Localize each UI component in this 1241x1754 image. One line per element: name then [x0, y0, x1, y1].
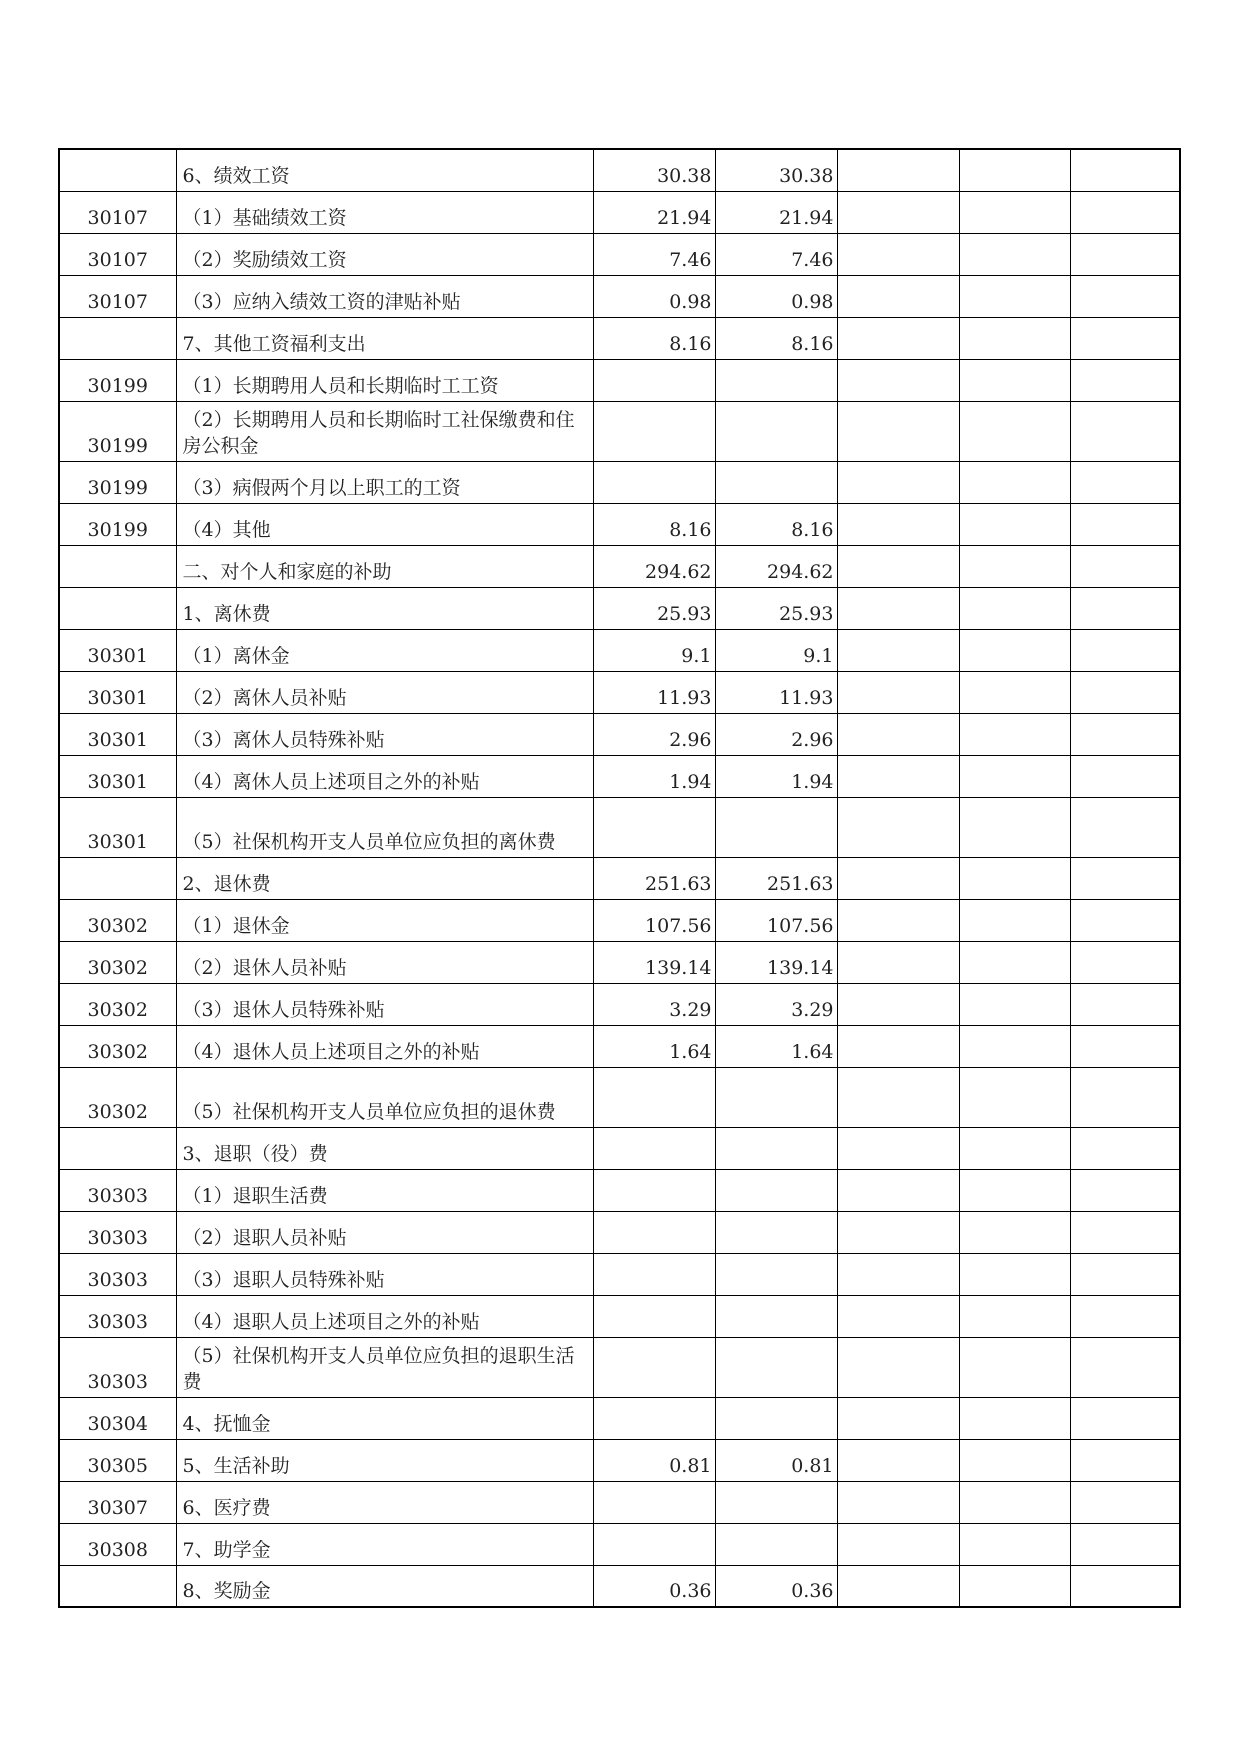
row-value-2-cell — [715, 359, 837, 401]
row-code-cell: 30199 — [59, 503, 176, 545]
row-empty-cell-3 — [837, 545, 959, 587]
row-value-1-cell — [593, 1253, 715, 1295]
row-value-1-cell: 1.94 — [593, 755, 715, 797]
table-row — [59, 1253, 1180, 1295]
row-empty-cell-3 — [837, 797, 959, 857]
row-value-1-cell: 0.98 — [593, 275, 715, 317]
table-row — [59, 1025, 1180, 1067]
row-value-2-cell: 107.56 — [715, 899, 837, 941]
row-empty-cell-4 — [959, 1253, 1070, 1295]
row-empty-cell-3 — [837, 587, 959, 629]
row-value-2-cell: 30.38 — [715, 149, 837, 191]
row-code-cell: 30301 — [59, 671, 176, 713]
row-value-2-cell — [715, 797, 837, 857]
row-value-2-cell — [715, 1481, 837, 1523]
row-name-cell: （3）退休人员特殊补贴 — [176, 983, 593, 1025]
row-value-2-cell: 294.62 — [715, 545, 837, 587]
row-empty-cell-4 — [959, 671, 1070, 713]
row-empty-cell-3 — [837, 713, 959, 755]
row-empty-cell-4 — [959, 1169, 1070, 1211]
row-empty-cell-5 — [1070, 941, 1180, 983]
row-name-cell: （5）社保机构开支人员单位应负担的退休费 — [176, 1067, 593, 1127]
row-name-cell: （3）应纳入绩效工资的津贴补贴 — [176, 275, 593, 317]
row-name-cell: （4）其他 — [176, 503, 593, 545]
row-code-cell: 30107 — [59, 233, 176, 275]
row-code-cell — [59, 1565, 176, 1607]
row-empty-cell-3 — [837, 1067, 959, 1127]
row-empty-cell-5 — [1070, 755, 1180, 797]
budget-table — [58, 148, 1181, 1608]
row-code-cell: 30303 — [59, 1295, 176, 1337]
row-name-cell: 6、绩效工资 — [176, 149, 593, 191]
row-name-cell: 6、医疗费 — [176, 1481, 593, 1523]
row-empty-cell-4 — [959, 983, 1070, 1025]
row-code-cell: 30107 — [59, 275, 176, 317]
row-value-2-cell: 1.64 — [715, 1025, 837, 1067]
row-name-cell: （5）社保机构开支人员单位应负担的离休费 — [176, 797, 593, 857]
row-value-1-cell: 9.1 — [593, 629, 715, 671]
table-body — [59, 149, 1180, 1607]
row-value-1-cell — [593, 359, 715, 401]
row-value-2-cell — [715, 1397, 837, 1439]
row-empty-cell-5 — [1070, 629, 1180, 671]
row-empty-cell-5 — [1070, 671, 1180, 713]
row-code-cell: 30303 — [59, 1253, 176, 1295]
row-value-2-cell: 2.96 — [715, 713, 837, 755]
row-code-cell: 30303 — [59, 1211, 176, 1253]
row-name-cell: （1）长期聘用人员和长期临时工工资 — [176, 359, 593, 401]
row-value-2-cell: 9.1 — [715, 629, 837, 671]
row-code-cell: 30199 — [59, 359, 176, 401]
row-value-2-cell: 1.94 — [715, 755, 837, 797]
row-empty-cell-5 — [1070, 1523, 1180, 1565]
row-value-2-cell — [715, 1127, 837, 1169]
row-empty-cell-4 — [959, 317, 1070, 359]
row-name-cell: （2）离休人员补贴 — [176, 671, 593, 713]
row-value-1-cell: 11.93 — [593, 671, 715, 713]
row-name-cell: 7、其他工资福利支出 — [176, 317, 593, 359]
row-value-1-cell: 294.62 — [593, 545, 715, 587]
row-value-1-cell: 3.29 — [593, 983, 715, 1025]
row-empty-cell-5 — [1070, 1295, 1180, 1337]
row-empty-cell-3 — [837, 401, 959, 461]
row-empty-cell-3 — [837, 1295, 959, 1337]
row-name-cell: （4）离休人员上述项目之外的补贴 — [176, 755, 593, 797]
row-name-cell: （2）退职人员补贴 — [176, 1211, 593, 1253]
row-empty-cell-5 — [1070, 1169, 1180, 1211]
row-empty-cell-4 — [959, 941, 1070, 983]
row-empty-cell-5 — [1070, 275, 1180, 317]
row-value-1-cell — [593, 1481, 715, 1523]
row-empty-cell-3 — [837, 1337, 959, 1397]
row-empty-cell-3 — [837, 275, 959, 317]
row-empty-cell-4 — [959, 713, 1070, 755]
row-empty-cell-5 — [1070, 149, 1180, 191]
row-empty-cell-4 — [959, 191, 1070, 233]
row-empty-cell-3 — [837, 233, 959, 275]
row-empty-cell-5 — [1070, 503, 1180, 545]
table-row — [59, 233, 1180, 275]
row-code-cell: 30199 — [59, 401, 176, 461]
row-empty-cell-5 — [1070, 899, 1180, 941]
row-empty-cell-5 — [1070, 1067, 1180, 1127]
table-row — [59, 1169, 1180, 1211]
row-empty-cell-3 — [837, 1439, 959, 1481]
row-empty-cell-3 — [837, 899, 959, 941]
row-value-2-cell: 0.98 — [715, 275, 837, 317]
table-row — [59, 941, 1180, 983]
table-row — [59, 359, 1180, 401]
row-name-cell: 5、生活补助 — [176, 1439, 593, 1481]
table-row — [59, 1481, 1180, 1523]
row-value-1-cell — [593, 1211, 715, 1253]
row-empty-cell-4 — [959, 1025, 1070, 1067]
row-empty-cell-3 — [837, 503, 959, 545]
row-value-1-cell: 21.94 — [593, 191, 715, 233]
table-row — [59, 545, 1180, 587]
row-value-1-cell — [593, 1127, 715, 1169]
row-empty-cell-3 — [837, 1253, 959, 1295]
row-empty-cell-4 — [959, 1337, 1070, 1397]
table-row — [59, 191, 1180, 233]
row-name-cell: 4、抚恤金 — [176, 1397, 593, 1439]
row-name-cell: 8、奖励金 — [176, 1565, 593, 1607]
row-empty-cell-4 — [959, 503, 1070, 545]
row-value-1-cell — [593, 1169, 715, 1211]
table-row — [59, 317, 1180, 359]
row-empty-cell-4 — [959, 545, 1070, 587]
row-empty-cell-4 — [959, 1565, 1070, 1607]
row-value-2-cell: 8.16 — [715, 503, 837, 545]
row-empty-cell-4 — [959, 755, 1070, 797]
row-code-cell: 30301 — [59, 713, 176, 755]
row-empty-cell-4 — [959, 1067, 1070, 1127]
row-empty-cell-4 — [959, 1481, 1070, 1523]
row-empty-cell-4 — [959, 797, 1070, 857]
row-empty-cell-3 — [837, 191, 959, 233]
table-row — [59, 857, 1180, 899]
table-row — [59, 755, 1180, 797]
row-name-cell: 3、退职（役）费 — [176, 1127, 593, 1169]
row-empty-cell-5 — [1070, 1127, 1180, 1169]
row-value-2-cell: 0.81 — [715, 1439, 837, 1481]
row-value-2-cell: 11.93 — [715, 671, 837, 713]
row-value-2-cell: 3.29 — [715, 983, 837, 1025]
row-value-1-cell: 251.63 — [593, 857, 715, 899]
row-value-2-cell: 7.46 — [715, 233, 837, 275]
table-row — [59, 401, 1180, 461]
row-empty-cell-5 — [1070, 317, 1180, 359]
row-empty-cell-4 — [959, 1211, 1070, 1253]
row-empty-cell-3 — [837, 359, 959, 401]
row-empty-cell-3 — [837, 1523, 959, 1565]
row-name-cell: （3）离休人员特殊补贴 — [176, 713, 593, 755]
row-value-1-cell: 2.96 — [593, 713, 715, 755]
table-row — [59, 1439, 1180, 1481]
row-name-cell: 7、助学金 — [176, 1523, 593, 1565]
row-code-cell — [59, 587, 176, 629]
row-empty-cell-5 — [1070, 797, 1180, 857]
row-name-cell: 二、对个人和家庭的补助 — [176, 545, 593, 587]
row-code-cell — [59, 1127, 176, 1169]
row-value-2-cell: 139.14 — [715, 941, 837, 983]
row-value-2-cell: 251.63 — [715, 857, 837, 899]
row-empty-cell-5 — [1070, 1253, 1180, 1295]
row-name-cell: （2）长期聘用人员和长期临时工社保缴费和住房公积金 — [176, 401, 593, 461]
row-code-cell: 30303 — [59, 1169, 176, 1211]
table-row — [59, 149, 1180, 191]
row-empty-cell-5 — [1070, 545, 1180, 587]
row-value-1-cell — [593, 1067, 715, 1127]
row-empty-cell-5 — [1070, 1397, 1180, 1439]
row-value-1-cell: 107.56 — [593, 899, 715, 941]
row-value-1-cell — [593, 797, 715, 857]
row-name-cell: 2、退休费 — [176, 857, 593, 899]
row-empty-cell-4 — [959, 1397, 1070, 1439]
row-empty-cell-4 — [959, 1439, 1070, 1481]
row-value-1-cell: 7.46 — [593, 233, 715, 275]
table-row — [59, 1211, 1180, 1253]
row-code-cell — [59, 545, 176, 587]
row-empty-cell-5 — [1070, 233, 1180, 275]
table-row — [59, 713, 1180, 755]
row-value-1-cell — [593, 461, 715, 503]
row-name-cell: （3）退职人员特殊补贴 — [176, 1253, 593, 1295]
row-empty-cell-4 — [959, 233, 1070, 275]
row-empty-cell-4 — [959, 1127, 1070, 1169]
row-empty-cell-5 — [1070, 1211, 1180, 1253]
row-code-cell: 30307 — [59, 1481, 176, 1523]
row-empty-cell-3 — [837, 1565, 959, 1607]
table-row — [59, 587, 1180, 629]
row-empty-cell-3 — [837, 941, 959, 983]
table-row — [59, 503, 1180, 545]
row-code-cell — [59, 857, 176, 899]
row-code-cell — [59, 149, 176, 191]
row-empty-cell-4 — [959, 275, 1070, 317]
row-empty-cell-5 — [1070, 713, 1180, 755]
row-empty-cell-4 — [959, 629, 1070, 671]
row-name-cell: （4）退休人员上述项目之外的补贴 — [176, 1025, 593, 1067]
row-code-cell: 30302 — [59, 1025, 176, 1067]
row-empty-cell-5 — [1070, 857, 1180, 899]
row-value-1-cell: 8.16 — [593, 503, 715, 545]
row-value-2-cell — [715, 401, 837, 461]
row-code-cell: 30301 — [59, 755, 176, 797]
table-row — [59, 671, 1180, 713]
row-empty-cell-3 — [837, 857, 959, 899]
row-empty-cell-4 — [959, 461, 1070, 503]
row-empty-cell-3 — [837, 1025, 959, 1067]
row-name-cell: （1）离休金 — [176, 629, 593, 671]
row-empty-cell-5 — [1070, 587, 1180, 629]
row-code-cell: 30302 — [59, 941, 176, 983]
row-code-cell: 30301 — [59, 797, 176, 857]
row-empty-cell-3 — [837, 755, 959, 797]
row-value-2-cell — [715, 1169, 837, 1211]
row-empty-cell-3 — [837, 461, 959, 503]
row-value-1-cell: 139.14 — [593, 941, 715, 983]
row-empty-cell-4 — [959, 899, 1070, 941]
row-value-2-cell — [715, 1253, 837, 1295]
row-empty-cell-3 — [837, 1397, 959, 1439]
row-value-2-cell: 25.93 — [715, 587, 837, 629]
row-name-cell: （5）社保机构开支人员单位应负担的退职生活费 — [176, 1337, 593, 1397]
row-value-1-cell — [593, 1397, 715, 1439]
row-empty-cell-5 — [1070, 461, 1180, 503]
row-value-2-cell — [715, 1295, 837, 1337]
row-code-cell: 30302 — [59, 899, 176, 941]
table-row — [59, 1523, 1180, 1565]
row-value-2-cell: 8.16 — [715, 317, 837, 359]
row-empty-cell-3 — [837, 983, 959, 1025]
row-empty-cell-4 — [959, 359, 1070, 401]
row-value-1-cell: 30.38 — [593, 149, 715, 191]
row-empty-cell-5 — [1070, 1565, 1180, 1607]
row-empty-cell-5 — [1070, 983, 1180, 1025]
row-name-cell: （4）退职人员上述项目之外的补贴 — [176, 1295, 593, 1337]
row-empty-cell-3 — [837, 629, 959, 671]
row-value-2-cell — [715, 1523, 837, 1565]
row-empty-cell-3 — [837, 671, 959, 713]
row-empty-cell-5 — [1070, 191, 1180, 233]
row-empty-cell-3 — [837, 1481, 959, 1523]
table-row — [59, 1337, 1180, 1397]
row-value-2-cell — [715, 1211, 837, 1253]
row-name-cell: （1）基础绩效工资 — [176, 191, 593, 233]
row-value-1-cell — [593, 401, 715, 461]
row-code-cell: 30302 — [59, 983, 176, 1025]
row-code-cell: 30302 — [59, 1067, 176, 1127]
row-empty-cell-3 — [837, 1169, 959, 1211]
table-row — [59, 1295, 1180, 1337]
table-row — [59, 1067, 1180, 1127]
row-code-cell: 30199 — [59, 461, 176, 503]
row-value-1-cell: 0.36 — [593, 1565, 715, 1607]
row-value-2-cell: 21.94 — [715, 191, 837, 233]
row-empty-cell-4 — [959, 1523, 1070, 1565]
row-code-cell: 30107 — [59, 191, 176, 233]
row-empty-cell-4 — [959, 587, 1070, 629]
row-empty-cell-4 — [959, 149, 1070, 191]
row-value-1-cell: 1.64 — [593, 1025, 715, 1067]
row-name-cell: （1）退休金 — [176, 899, 593, 941]
row-name-cell: （2）奖励绩效工资 — [176, 233, 593, 275]
row-code-cell — [59, 317, 176, 359]
row-empty-cell-5 — [1070, 1025, 1180, 1067]
row-code-cell: 30308 — [59, 1523, 176, 1565]
table-row — [59, 629, 1180, 671]
row-empty-cell-3 — [837, 1127, 959, 1169]
row-empty-cell-5 — [1070, 401, 1180, 461]
row-code-cell: 30304 — [59, 1397, 176, 1439]
row-name-cell: （1）退职生活费 — [176, 1169, 593, 1211]
row-empty-cell-4 — [959, 1295, 1070, 1337]
row-value-2-cell — [715, 1337, 837, 1397]
table-row — [59, 461, 1180, 503]
table-row — [59, 1397, 1180, 1439]
row-code-cell: 30303 — [59, 1337, 176, 1397]
table-row — [59, 899, 1180, 941]
table-row — [59, 797, 1180, 857]
row-empty-cell-3 — [837, 149, 959, 191]
row-code-cell: 30301 — [59, 629, 176, 671]
row-empty-cell-4 — [959, 857, 1070, 899]
row-code-cell: 30305 — [59, 1439, 176, 1481]
row-name-cell: 1、离休费 — [176, 587, 593, 629]
row-value-1-cell: 25.93 — [593, 587, 715, 629]
row-value-1-cell: 0.81 — [593, 1439, 715, 1481]
table-row — [59, 1565, 1180, 1607]
row-value-2-cell: 0.36 — [715, 1565, 837, 1607]
row-empty-cell-5 — [1070, 1481, 1180, 1523]
row-empty-cell-5 — [1070, 1439, 1180, 1481]
row-empty-cell-4 — [959, 401, 1070, 461]
row-value-1-cell — [593, 1295, 715, 1337]
row-value-2-cell — [715, 1067, 837, 1127]
row-value-1-cell — [593, 1523, 715, 1565]
table-row — [59, 1127, 1180, 1169]
table-row — [59, 983, 1180, 1025]
row-empty-cell-3 — [837, 317, 959, 359]
row-value-1-cell: 8.16 — [593, 317, 715, 359]
row-empty-cell-3 — [837, 1211, 959, 1253]
row-empty-cell-5 — [1070, 359, 1180, 401]
row-name-cell: （3）病假两个月以上职工的工资 — [176, 461, 593, 503]
row-value-2-cell — [715, 461, 837, 503]
row-value-1-cell — [593, 1337, 715, 1397]
row-empty-cell-5 — [1070, 1337, 1180, 1397]
row-name-cell: （2）退休人员补贴 — [176, 941, 593, 983]
table-row — [59, 275, 1180, 317]
